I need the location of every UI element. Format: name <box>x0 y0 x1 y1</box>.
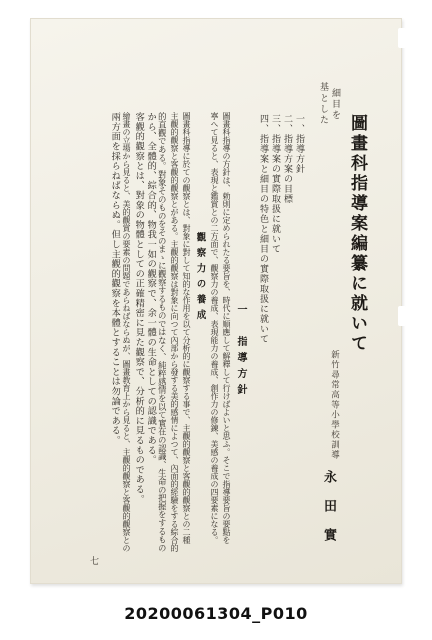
toc-item: 一、指導方針 <box>294 114 304 174</box>
toc-item: 四、指導案と細目の特色と細目の實際取扱に就いて <box>258 114 268 344</box>
body-line: 寧へて見ると、表現と鑑賞との二方面で、觀察力の養成、表現能力の養成、創作力の修錬、美感の養成の四要素になる。 <box>210 112 219 544</box>
document-title: 圖畫科指導案編纂に就いて <box>347 114 367 354</box>
subtitle-line-1: 細目を <box>330 88 340 121</box>
author-name: 永田實 <box>321 470 336 557</box>
body-line: 圖畫科指導に於ての觀察とは、對象に對して知的な作用を以て分析的に觀察する事で、主觀的觀察と客觀的觀察との二種 <box>182 112 191 544</box>
image-caption: 20200061304_P010 <box>124 604 308 623</box>
body-line: 的直觀である。對象そのものをそのまゝに觀察するものではなく、純粹感情を以て實在の認識、生命の把握をするもの <box>157 112 168 552</box>
body-line: 圖畫科指導の方針は、勅則に定められたる要旨を、時代に順應して解釋して行けばよいと思ふ。そこで指導要旨の要點を <box>222 112 231 544</box>
body-line: 主觀的觀察と客觀的觀察とがある。主觀的觀察は對象に向つて內部から發する美的感情によつて、內面的經驗をする綜合的 <box>170 112 179 552</box>
body-line: から、全體的、綜合的、物我一如の觀察で、余一體の生命としての認識である。 <box>145 112 157 465</box>
page-number: 七 <box>90 557 100 567</box>
section-heading: 一 指導方針 <box>235 304 246 400</box>
toc-item: 三、指導案の實際取扱に就いて <box>270 114 280 254</box>
document-subtitle <box>316 82 344 154</box>
document-page <box>30 18 402 584</box>
toc-item: 二、指導方案の目標 <box>282 114 292 204</box>
author-affiliation: 新竹尋常高等小學校訓導 <box>329 350 340 460</box>
body-line: 兩方面を採らねばならぬ。但し主觀的觀察を本體とすることは勿論である。 <box>109 112 121 446</box>
body-line: 繪畫の立場から見ると、美的觀賞の要素の問題であらねばならぬが、圖畫教育上から見ると、主觀的觀察と客觀的觀察との <box>122 112 131 552</box>
subsection-heading: 觀察力の養成 <box>194 232 206 325</box>
body-line: 客觀的觀察とは、對象の物體としての正確精密に見た觀察で、分析的に見るものである。 <box>133 112 145 504</box>
subtitle-line-2: 基とした <box>318 82 328 126</box>
